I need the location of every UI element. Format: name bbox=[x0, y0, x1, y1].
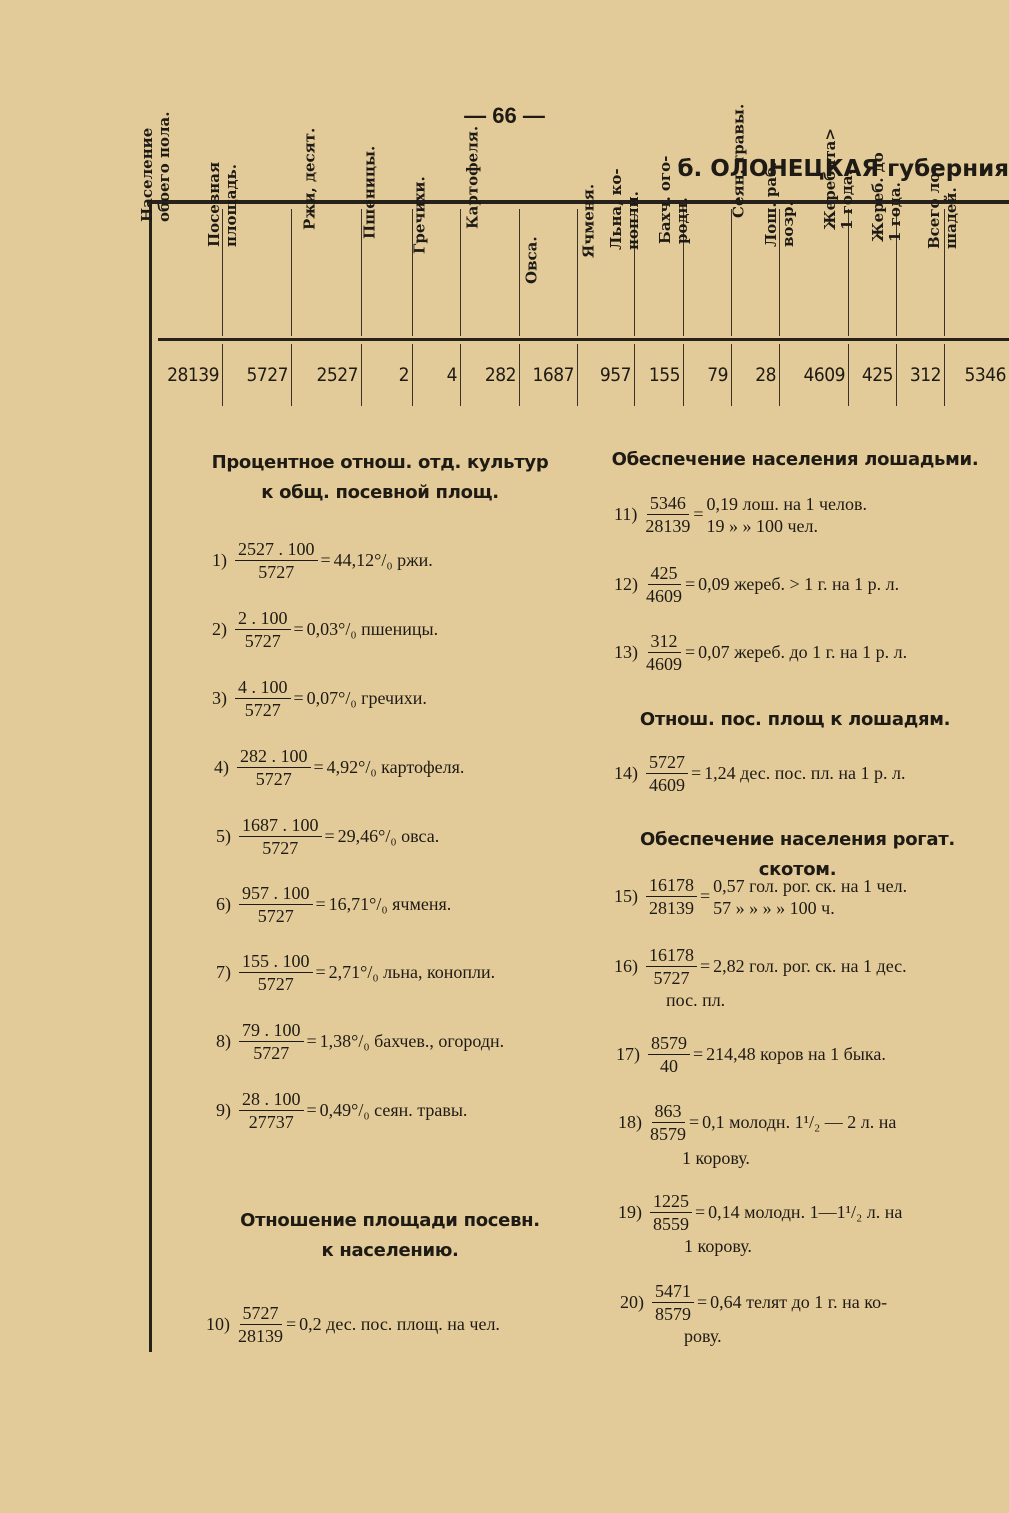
table-cell: 425 bbox=[849, 344, 897, 406]
table-header-cell: Бахч. ого- родн. bbox=[684, 209, 732, 336]
page-number: — 66 — bbox=[464, 103, 545, 128]
table-header-cell: Картофеля. bbox=[461, 209, 520, 336]
formula-18-continuation: 1 корову. bbox=[682, 1148, 750, 1168]
table-cell: 2 bbox=[362, 344, 413, 406]
table-header-cell: Сеян. травы. bbox=[732, 209, 780, 336]
heading-crop-percentages: Процентное отнош. отд. культур к общ. посевной площ. bbox=[211, 452, 549, 503]
section-title: б. ОЛОНЕЦКАЯ губерния bbox=[677, 156, 1009, 182]
table-header-cell: Жеребята> 1 года. bbox=[849, 209, 897, 336]
table-cell: 4 bbox=[413, 344, 461, 406]
table-header-cell: Пшеницы. bbox=[362, 209, 413, 336]
formula-4: 4) $\frac{282 . 100}{5727}$ = 4,92°/₀ картофеля. bbox=[214, 746, 465, 789]
formula-7: 7) $\frac{155 . 100}{5727}$ = 2,71°/₀ льна, конопли. bbox=[216, 951, 496, 994]
table-cell: 155 bbox=[635, 344, 684, 406]
formula-20-continuation: рову. bbox=[684, 1326, 722, 1346]
table-header-cell: Гречихи. bbox=[413, 209, 461, 336]
formula-13: 13) $\frac{312}{4609}$ = 0,07 жереб. до 1 г. на 1 р. л. bbox=[614, 631, 908, 674]
formula-6: 6) $\frac{957 . 100}{5727}$ = 16,71°/₀ ячменя. bbox=[216, 883, 452, 926]
heading-area-population: Отношение площади посевн. к населению. bbox=[240, 1210, 540, 1261]
formula-1: 1) $\frac{2527 . 100}{5727}$ = 44,12°/₀ ржи. bbox=[212, 539, 433, 582]
table-cell: 282 bbox=[461, 344, 520, 406]
formula-12: 12) $\frac{425}{4609}$ = 0,09 жереб. > 1 г. на 1 р. л. bbox=[614, 563, 900, 606]
table-cell: 2527 bbox=[292, 344, 362, 406]
table-header-cell: Всего ло- шадей. bbox=[925, 166, 960, 250]
formula-16: 16) $\frac{16178}{5727}$ = 2,82 гол. рог. ск. на 1 дес. bbox=[614, 945, 907, 988]
formula-17: 17) $\frac{8579}{40}$ = 214,48 коров на 1 быка. bbox=[616, 1033, 886, 1076]
formula-10: 10) $\frac{5727}{28139}$ = 0,2 дес. пос. площ. на чел. bbox=[206, 1303, 500, 1346]
formula-2: 2) $\frac{2 . 100}{5727}$ = 0,03°/₀ пшеницы. bbox=[212, 608, 439, 651]
table-header-cell: Население обоего пола. bbox=[158, 209, 223, 336]
heading-horses: Обеспечение населения лошадьми. bbox=[611, 449, 979, 470]
formula-18: 18) $\frac{863}{8579}$ = 0,1 молодн. 1¹/₂ — 2 л. на bbox=[618, 1101, 897, 1144]
table-cell: 5346 bbox=[964, 364, 1006, 386]
formula-14: 14) $\frac{5727}{4609}$ = 1,24 дес. пос. пл. на 1 р. л. bbox=[614, 752, 906, 795]
formula-20: 20) $\frac{5471}{8579}$ = 0,64 телят до 1 г. на ко- bbox=[620, 1281, 888, 1324]
table-cell: 957 bbox=[578, 344, 635, 406]
formula-19: 19) $\frac{1225}{8559}$ = 0,14 молодн. 1—1¹/₂ л. на bbox=[618, 1191, 903, 1234]
heading-cattle: Обеспечение населения рогат. скотом. bbox=[640, 829, 955, 880]
table-header-cell: Жереб. до 1 года. bbox=[897, 209, 945, 336]
formula-8: 8) $\frac{79 . 100}{5727}$ = 1,38°/₀ бахчев., огородн. bbox=[216, 1020, 505, 1063]
formula-16-continuation: пос. пл. bbox=[666, 990, 726, 1010]
formula-11: 11) $\frac{5346}{28139}$ = 0,19 лош. на 1 челов. 19 » » 100 чел. bbox=[614, 493, 867, 536]
formula-9: 9) $\frac{28 . 100}{27737}$ = 0,49°/₀ сеян. травы. bbox=[216, 1089, 468, 1132]
table-cell: 5727 bbox=[223, 344, 292, 406]
table-header-cell: Льна, ко- нопли. bbox=[635, 209, 684, 336]
table-cell: 312 bbox=[897, 344, 945, 406]
table-header-cell: Овса. bbox=[520, 209, 578, 336]
formula-15: 15) $\frac{16178}{28139}$ = 0,57 гол. рог. ск. на 1 чел. 57 » » » » 100 ч. bbox=[614, 875, 908, 918]
table-header-cell: Ячменя. bbox=[578, 209, 635, 336]
formula-5: 5) $\frac{1687 . 100}{5727}$ = 29,46°/₀ овса. bbox=[216, 815, 440, 858]
table-header-cell: Ржи, десят. bbox=[292, 209, 362, 336]
table-header-separator bbox=[158, 338, 1009, 341]
formula-19-continuation: 1 корову. bbox=[684, 1236, 752, 1256]
table-header-cell: Лош. раб. возр. bbox=[780, 209, 849, 336]
table-cell: 79 bbox=[684, 344, 732, 406]
table-cell: 4609 bbox=[780, 344, 849, 406]
table-row bbox=[158, 344, 1009, 406]
formula-3: 3) $\frac{4 . 100}{5727}$ = 0,07°/₀ гречихи. bbox=[212, 677, 427, 720]
table-cell: 28139 bbox=[158, 344, 223, 406]
table-cell: 28 bbox=[732, 344, 780, 406]
heading-area-horses: Отнош. пос. площ к лошадям. bbox=[639, 709, 951, 730]
table-header-cell: Посевная площадь. bbox=[223, 209, 292, 336]
table-cell: 1687 bbox=[520, 344, 578, 406]
table-left-rule bbox=[149, 200, 152, 1352]
